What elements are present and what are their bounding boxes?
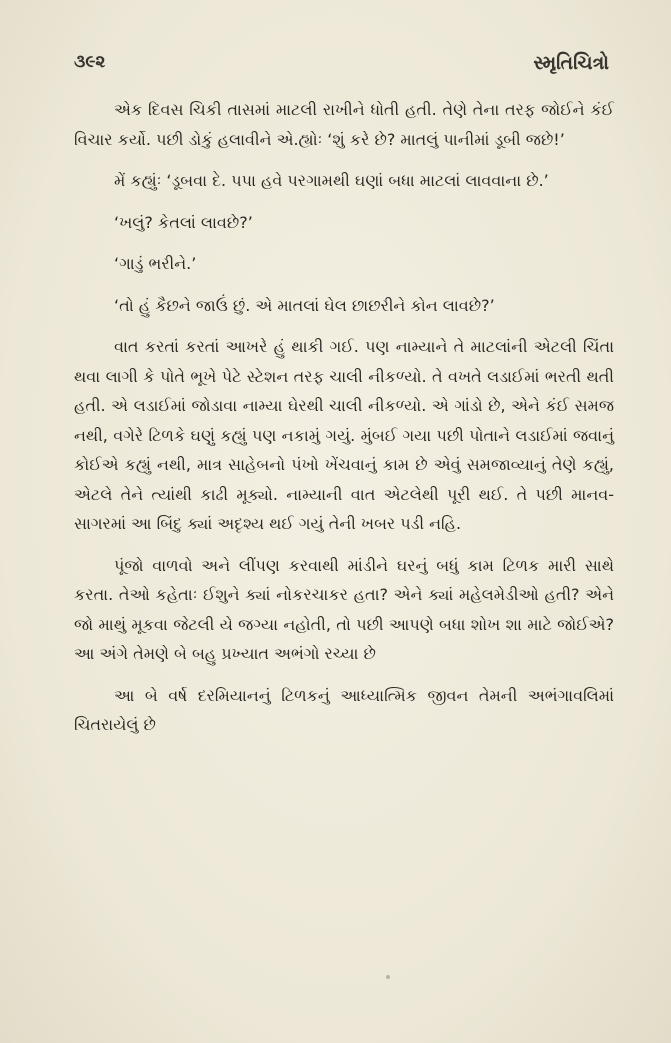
paragraph: પૂંજો વાળવો અને લીંપણ કરવાથી માંડીને ઘરનું બધું કામ ટિળક મારી સાથે કરતા. તેઓ કહેતાઃ ઈશુને ક્યાં નોકરચાકર હતા? એને ક્યાં મહેલમેડીઓ હતી? એને જો માથું મૂકવા જેટલી યે જગ્યા નહોતી, તો પછી આપણે બધા શોખ શા માટે જોઈએ? આ અંગે તેમણે બે બહુ પ્રખ્યાત અભંગો રચ્યા છે <box>74 555 614 663</box>
paragraph: ‘તો હું કૈછને જાઉં છું. એ માતલાં ઘેલ છાછરીને કોન લાવછે?’ <box>114 295 495 315</box>
body-text <box>74 95 614 752</box>
paragraph: આ બે વર્ષ દરમિયાનનું ટિળકનું આધ્યાત્મિક જીવન તેમની અભંગાવલિમાં ચિતરાયેલું છે <box>74 685 614 734</box>
paragraph: એક દિવસ ચિકી તાસમાં માટલી રાખીને ધોતી હતી. તેણે તેના તરફ જોઈને કંઈ વિચાર કર્યો. પછી ડોકું હલાવીને એ.હ્યોઃ ‘શું કરે છે? માતલું પાનીમાં ડૂબી જછે!’ <box>74 100 614 149</box>
paper-speck <box>386 975 390 979</box>
page-header <box>74 52 609 82</box>
paragraph: મેં કહ્યુંઃ ‘ડૂબવા દે. પપા હવે પરગામથી ઘણાં બધા માટલાં લાવવાના છે.’ <box>114 171 549 190</box>
page-number: ૩૯૨ <box>74 52 106 72</box>
paragraph: ‘ગાડું ભરીને.’ <box>114 254 197 273</box>
paragraph: વાત કરતાં કરતાં આખરે હું થાકી ગઈ. પણ નામ્યાને તે માટલાંની એટલી ચિંતા થવા લાગી કે પોતે ભૂખે પેટે સ્ટેશન તરફ ચાલી નીકળ્યો. તે વખતે લડાઈમાં ભરતી થતી હતી. એ લડાઈમાં જોડાવા નામ્યા ઘેરથી ચાલી નીકળ્યો. એ ગાંડો છે, એને કંઈ સમજ નથી, વગેરે ટિળકે ઘણું કહ્યું પણ નકામું ગયું. મુંબઈ ગયા પછી પોતાને લડાઈમાં જવાનું કોઈએ કહ્યું નથી, માત્ર સાહેબનો પંખો ખેંચવાનું કામ છે એવું સમજાવ્યાનું તેણે કહ્યું, એટલે તેને ત્યાંથી કાઢી મૂક્યો. નામ્યાની વાત એટલેથી પૂરી થઈ. તે પછી માનવ-સાગરમાં આ બિંદુ ક્યાં અદૃશ્ય થઈ ગયું તેની ખબર પડી નહિ. <box>74 337 614 533</box>
running-head: સ્મૃતિચિત્રો <box>533 52 609 74</box>
paragraph: ‘ખલું? કેતલાં લાવછે?’ <box>114 212 253 232</box>
